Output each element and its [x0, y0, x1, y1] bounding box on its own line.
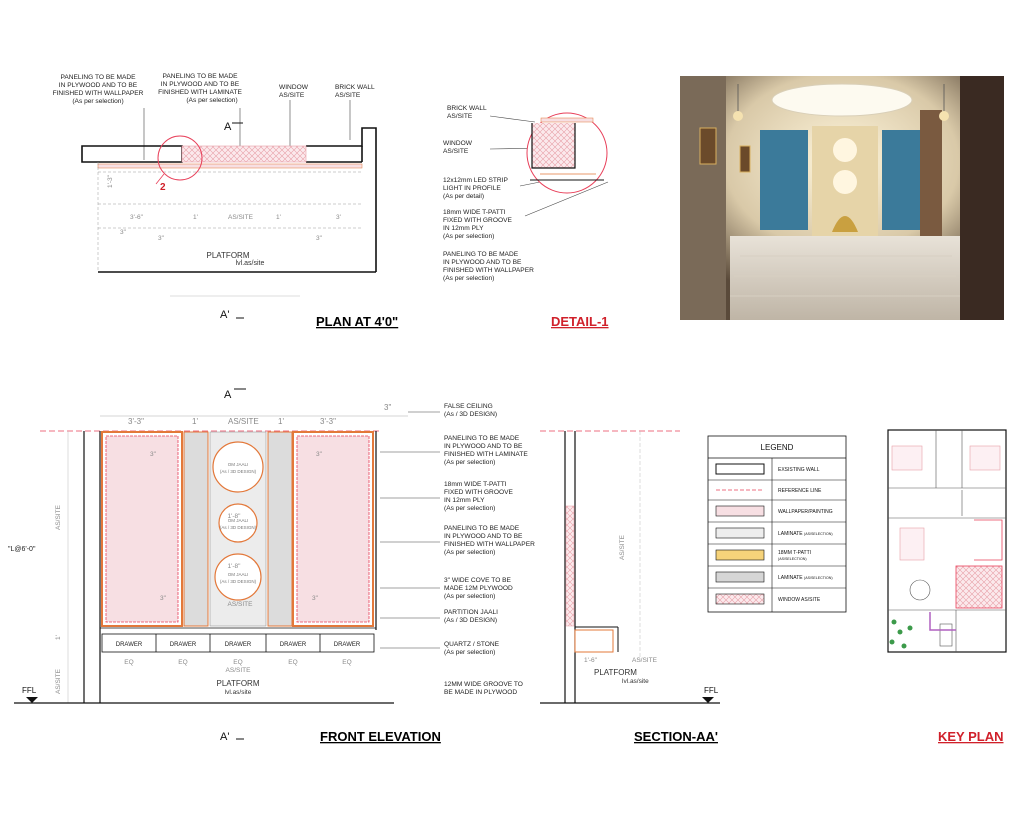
note-line: (As per selection) — [444, 549, 496, 556]
front-side-dim: AS/SITE — [55, 505, 62, 530]
front-side-dim: AS/SITE — [55, 669, 62, 694]
note-line: FINISHED WITH LAMINATE — [444, 451, 528, 458]
section-platform-level: lvl.as/site — [622, 678, 649, 685]
section-mark-a-prime: A' — [220, 309, 230, 321]
legend-swatch-tpatti — [716, 550, 764, 560]
section-drawing — [540, 431, 720, 744]
key-plan-title: KEY PLAN — [938, 729, 1004, 744]
front-title: FRONT ELEVATION — [320, 729, 441, 744]
plan-note-line: AS/SITE — [279, 92, 305, 99]
plan-title: PLAN AT 4'0" — [316, 314, 399, 329]
panel-dim: 3" — [150, 451, 156, 458]
note-line: BE MADE IN PLYWOOD — [444, 689, 518, 696]
plan-note-line: WINDOW — [279, 84, 308, 91]
front-as-site: AS/SITE — [225, 667, 251, 674]
drawer-label: DRAWER — [333, 642, 361, 648]
detail-note-line: IN PLYWOOD AND TO BE — [443, 259, 522, 266]
legend-sublabel: (AS/SELECTION) — [778, 557, 807, 561]
drawer-label: DRAWER — [169, 642, 197, 648]
legend-label: REFERENCE LINE — [778, 488, 822, 494]
ffl-label: FFL — [22, 686, 37, 695]
legend-swatch-window — [716, 594, 764, 604]
note-line: MADE 12M PLYWOOD — [444, 585, 513, 592]
detail-note-line: BRICK WALL — [447, 105, 487, 112]
note-line: 12MM WIDE GROOVE TO — [444, 681, 523, 688]
plan-note-line: IN PLYWOOD AND TO BE — [160, 81, 240, 88]
plan-dim: 3'-6" — [130, 214, 143, 221]
eq-label: EQ — [178, 659, 188, 666]
note-line: FINISHED WITH WALLPAPER — [444, 541, 535, 548]
detail-note-line: (As per detail) — [443, 193, 485, 200]
legend-label: WINDOW AS/SITE — [778, 597, 821, 603]
detail-title: DETAIL-1 — [551, 314, 609, 329]
front-top-dims — [100, 403, 408, 426]
center-notes — [380, 403, 535, 696]
detail-note-line: LIGHT IN PROFILE — [443, 185, 501, 192]
section-dim: AS/SITE — [632, 657, 657, 664]
note-line: (As per selection) — [444, 593, 496, 600]
legend-swatch-wallpaper — [716, 506, 764, 516]
plan-dim: 3' — [336, 214, 341, 221]
note-line: FIXED WITH GROOVE — [444, 489, 513, 496]
note-line: IN 12mm PLY — [444, 497, 485, 504]
jaali-label: (As / 3D DESIGN) — [219, 469, 257, 474]
note-line: QUARTZ / STONE — [444, 641, 500, 648]
front-dim: 1' — [192, 417, 198, 426]
jaali-label: (As / 3D DESIGN) — [219, 525, 257, 530]
legend-swatch-wall — [716, 464, 764, 474]
legend-title: LEGEND — [760, 443, 794, 452]
note-line: 18mm WIDE T-PATTI — [444, 481, 507, 488]
panel-dim: 3" — [316, 451, 322, 458]
plan-note-line: IN PLYWOOD AND TO BE — [58, 82, 138, 89]
plan-note-wallpaper — [53, 74, 144, 105]
front-dim: 3'-3" — [320, 417, 336, 426]
detail-tag: 2 — [160, 182, 166, 193]
plan-note-line: PANELING TO BE MADE — [60, 74, 136, 81]
section-platform-label: PLATFORM — [594, 668, 637, 677]
note-line: (As per selection) — [444, 459, 496, 466]
front-elevation-drawing — [8, 389, 441, 744]
detail-note-line: AS/SITE — [447, 113, 473, 120]
plan-note-line: AS/SITE — [335, 92, 361, 99]
plan-dim: 3" — [316, 235, 322, 242]
detail-note-line: 12x12mm LED STRIP — [443, 177, 508, 184]
key-plan-drawing — [888, 430, 1006, 744]
legend-label: LAMINATE — [778, 575, 803, 581]
section-mark-a: A — [224, 121, 232, 133]
front-dim: 1' — [278, 417, 284, 426]
note-line: (As per selection) — [444, 649, 496, 656]
eq-label: EQ — [342, 659, 352, 666]
legend-label: 18MM T-PATTI — [778, 550, 812, 556]
front-side-dim: 1' — [55, 635, 62, 640]
note-line: PANELING TO BE MADE — [444, 435, 520, 442]
detail-note-line: (As per selection) — [443, 233, 495, 240]
detail-note-line: IN 12mm PLY — [443, 225, 484, 232]
note-line: PANELING TO BE MADE — [444, 525, 520, 532]
note-line: PARTITION JAALI — [444, 609, 498, 616]
legend-sublabel: (AS/SELECTION) — [804, 576, 833, 580]
jaali-dim: 1'-8" — [227, 513, 241, 520]
eq-label: EQ — [233, 659, 243, 666]
plan-dim: AS/SITE — [228, 214, 253, 221]
front-dim: 3'-3" — [128, 417, 144, 426]
legend-label: LAMINATE — [778, 531, 803, 537]
eq-label: EQ — [288, 659, 298, 666]
panel-dim: 3" — [312, 595, 318, 602]
render-image — [680, 76, 1004, 320]
plan-note-line: (As per selection) — [186, 97, 238, 104]
plan-dim: 3" — [158, 235, 164, 242]
detail-note-line: PANELING TO BE MADE — [443, 251, 519, 258]
detail-note-line: FIXED WITH GROOVE — [443, 217, 512, 224]
front-platform-level: lvl.as/site — [224, 689, 252, 696]
note-line: IN PLYWOOD AND TO BE — [444, 533, 523, 540]
plan-platform-label: PLATFORM — [206, 251, 250, 260]
plan-drawing — [53, 73, 399, 329]
note-line: 3" WIDE COVE TO BE — [444, 577, 511, 584]
drawer-label: DRAWER — [224, 642, 252, 648]
note-line: (As per selection) — [444, 505, 496, 512]
note-line: FALSE CEILING — [444, 403, 493, 410]
front-platform-label: PLATFORM — [216, 679, 260, 688]
plan-dim: 1' — [193, 214, 198, 221]
plan-note-line: FINISHED WITH LAMINATE — [158, 89, 242, 96]
panel-dim: 3" — [160, 595, 166, 602]
detail-note-line: 18mm WIDE T-PATTI — [443, 209, 506, 216]
detail-drawing — [443, 105, 609, 329]
note-line: (As / 3D DESIGN) — [444, 411, 498, 418]
note-line: (As / 3D DESIGN) — [444, 617, 498, 624]
legend-swatch-laminate — [716, 528, 764, 538]
jaali-dim: 1'-8" — [227, 563, 241, 570]
note-line: IN PLYWOOD AND TO BE — [444, 443, 523, 450]
section-title: SECTION-AA' — [634, 729, 718, 744]
section-ffl-label: FFL — [704, 686, 719, 695]
legend — [708, 436, 846, 612]
jaali-label: OM JAALI — [227, 518, 249, 523]
plan-dim-side: 1'-3" — [107, 175, 114, 188]
drawer-label: DRAWER — [279, 642, 307, 648]
legend-swatch-laminate-2 — [716, 572, 764, 582]
section-dim: AS/SITE — [619, 535, 626, 560]
drawer-row — [100, 628, 376, 674]
section-dim: 1'-6" — [584, 657, 597, 664]
detail-note-line: WINDOW — [443, 140, 472, 147]
front-height-label: "L@6'-0" — [8, 546, 36, 553]
legend-label: EXSISTING WALL — [778, 467, 820, 473]
legend-label: WALLPAPER/PAINTING — [778, 509, 833, 515]
section-mark-a-prime: A' — [220, 731, 230, 743]
detail-note-line: AS/SITE — [443, 148, 469, 155]
front-dim: 3" — [384, 403, 392, 412]
plan-note-laminate — [158, 73, 242, 104]
jaali-label: (As / 3D DESIGN) — [219, 579, 257, 584]
plan-dim: 3" — [120, 229, 126, 236]
plan-dim: 1' — [276, 214, 281, 221]
eq-label: EQ — [124, 659, 134, 666]
drawer-label: DRAWER — [115, 642, 143, 648]
jaali-dim: AS/SITE — [227, 601, 253, 608]
front-dim: AS/SITE — [228, 417, 259, 426]
plan-note-line: (As per selection) — [72, 98, 124, 105]
plan-note-line: BRICK WALL — [335, 84, 375, 91]
detail-note-line: FINISHED WITH WALLPAPER — [443, 267, 534, 274]
plan-note-line: PANELING TO BE MADE — [162, 73, 238, 80]
legend-sublabel: (AS/SELECTION) — [804, 532, 833, 536]
plan-platform-level: lvl.as/site — [235, 260, 265, 267]
section-mark-a: A — [224, 389, 232, 401]
detail-note-line: (As per selection) — [443, 275, 495, 282]
plan-note-line: FINISHED WITH WALLPAPER — [52, 90, 144, 97]
jaali-label: OM JAALI — [227, 572, 249, 577]
plan-dimensions — [107, 174, 341, 242]
jaali-label: OM JAALI — [227, 462, 249, 467]
